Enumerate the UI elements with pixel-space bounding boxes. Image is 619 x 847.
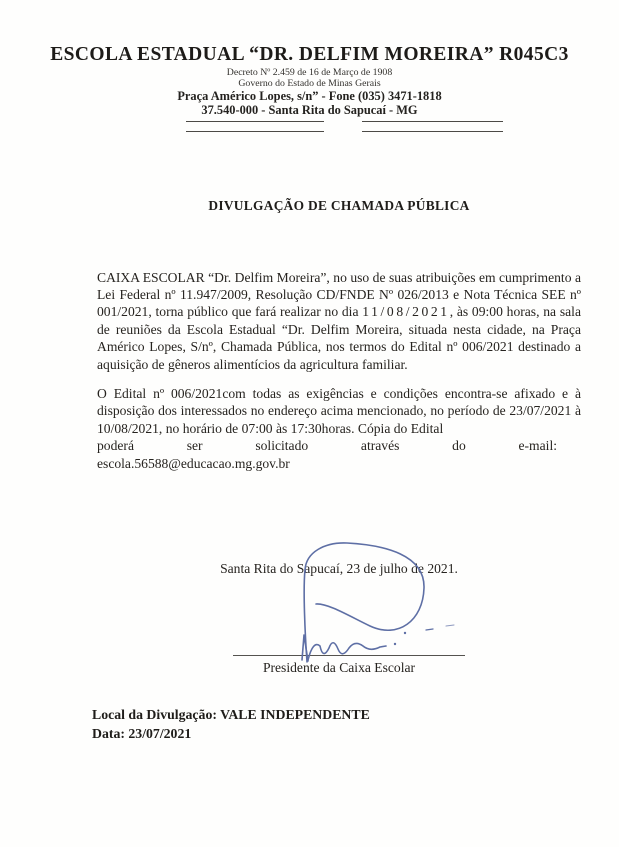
address-line: Praça Américo Lopes, s/n” - Fone (035) 3471-1818	[177, 89, 442, 103]
signature-line	[233, 655, 465, 656]
paragraph-announcement	[97, 269, 581, 373]
footer-location-line: Local da Divulgação: VALE INDEPENDENTE	[92, 707, 370, 722]
school-name-heading: ESCOLA ESTADUAL “DR. DELFIM MOREIRA” R045C3	[50, 44, 569, 65]
document-title: DIVULGAÇÃO DE CHAMADA PÚBLICA	[208, 198, 470, 213]
paragraph2-spread-line: poderá ser solicitado através do e-mail:	[97, 438, 557, 454]
signature-ink	[283, 534, 473, 669]
footer-date-line: Data: 23/07/2021	[92, 725, 192, 741]
government-line: Governo do Estado de Minas Gerais	[238, 78, 381, 89]
paragraph1-after-date: , às 09:00 horas, na sala de reuniões da Escola Estadual “Dr. Delfim Moreira, situada nesta cidade, na Praça Américo Lopes, S/nº, Chamada Pública, nos termos do Edital nº 006/2021 destinado a aquisição de gêneros alimentícios da agricultura familiar.	[97, 304, 581, 372]
header-divider-left	[186, 121, 324, 132]
paragraph2-body: O Edital nº 006/2021com todas as exigências e condições encontra-se afixado e à disposição dos interessados no endereço acima mencionado, no período de 23/07/2021 à 10/08/2021, no horário de 07:00 às 17:30horas. Cópia do Edital	[97, 386, 581, 436]
decree-line: Decreto Nº 2.459 de 16 de Março de 1908	[226, 67, 393, 78]
city-date-line: Santa Rita do Sapucaí, 23 de julho de 2021.	[220, 561, 458, 576]
paragraph1-before-date: CAIXA ESCOLAR “Dr. Delfim Moreira”, no uso de suas atribuições em cumprimento a Lei Federal nº 11.947/2009, Resolução CD/FNDE Nº 026/2013 e Nota Técnica SEE nº 001/2021, torna público que fará realizar no dia	[97, 269, 581, 320]
signature-role: Presidente da Caixa Escolar	[262, 660, 416, 675]
footer-block	[92, 706, 592, 743]
contact-email: escola.56588@educacao.mg.gov.br	[97, 455, 290, 471]
paragraph-edital	[97, 385, 581, 472]
header-divider-right	[362, 121, 503, 132]
city-cep-line: 37.540-000 - Santa Rita do Sapucaí - MG	[201, 103, 418, 117]
paragraph1-event-date: 11/08/2021	[362, 304, 450, 320]
